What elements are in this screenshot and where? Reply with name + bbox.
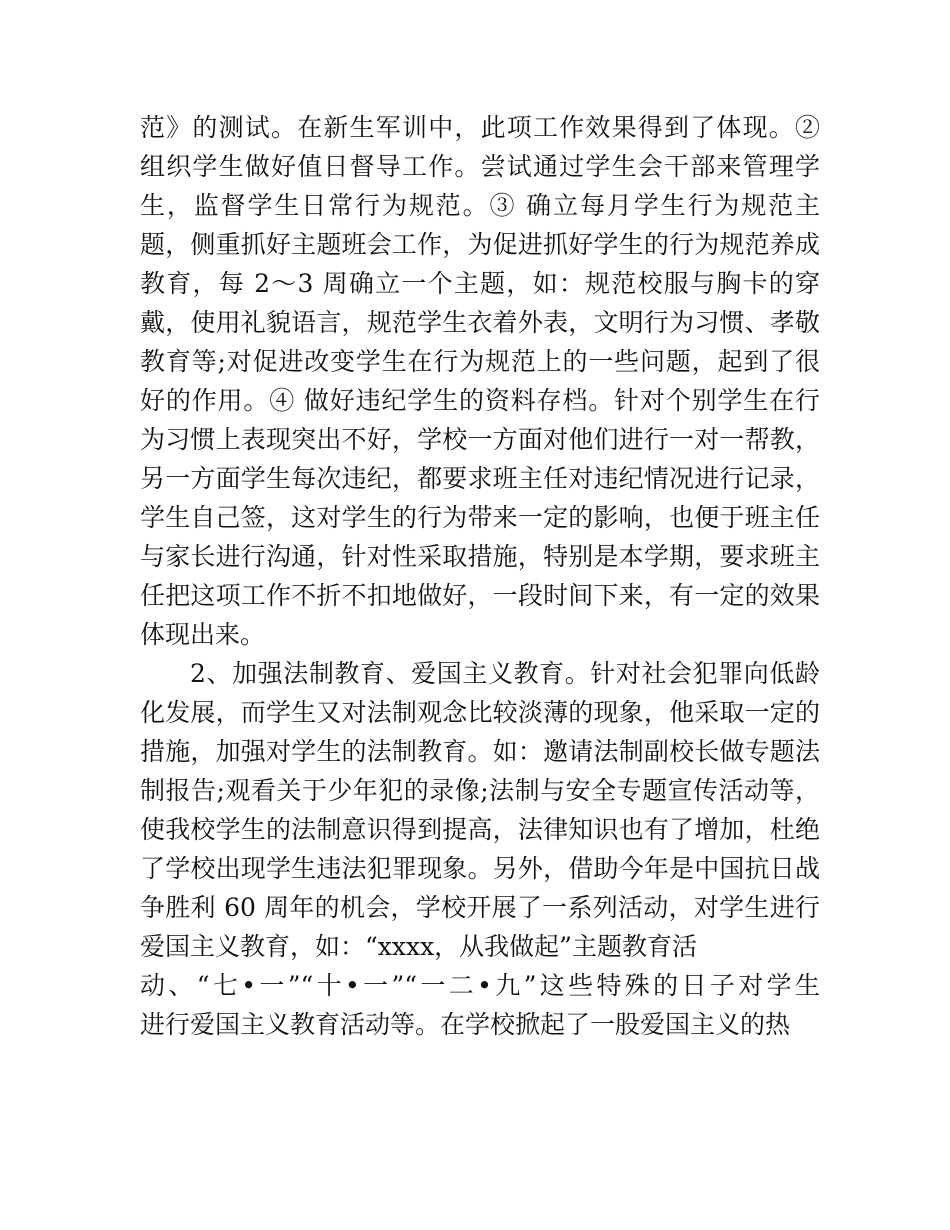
text-line: 戴，使用礼貌语言，规范学生衣着外表，文明行为习惯、孝敬: [140, 308, 820, 337]
text-line: 使我校学生的法制意识得到提高，法律知识也有了增加，杜绝: [140, 815, 820, 844]
text-line: 生，监督学生日常行为规范。③ 确立每月学生行为规范主: [140, 191, 820, 220]
document-body: [140, 108, 820, 1044]
text-line: 与家长进行沟通，针对性采取措施，特别是本学期，要求班主: [140, 542, 820, 571]
text-line: 为习惯上表现突出不好，学校一方面对他们进行一对一帮教，: [140, 425, 820, 454]
text-line: 好的作用。④ 做好违纪学生的资料存档。针对个别学生在行: [140, 386, 820, 415]
text-line: 范》的测试。在新生军训中，此项工作效果得到了体现。②: [140, 113, 820, 142]
text-line: 教育等;对促进改变学生在行为规范上的一些问题，起到了很: [140, 347, 820, 376]
text-line: 体现出来。: [140, 620, 266, 649]
text-line: 化发展，而学生又对法制观念比较淡薄的现象，他采取一定的: [140, 698, 820, 727]
text-line: 题，侧重抓好主题班会工作，为促进抓好学生的行为规范养成: [140, 230, 820, 259]
text-line: 措施，加强对学生的法制教育。如：邀请法制副校长做专题法: [140, 737, 820, 766]
text-line: 学生自己签，这对学生的行为带来一定的影响，也便于班主任: [140, 503, 820, 532]
text-line: 争胜利 60 周年的机会，学校开展了一系列活动，对学生进行: [140, 893, 820, 922]
text-line: 爱国主义教育，如：“xxxx，从我做起”主题教育活: [140, 932, 697, 961]
text-line: 教育，每 2～3 周确立一个主题，如：规范校服与胸卡的穿: [140, 269, 820, 298]
text-line: 制报告;观看关于少年犯的录像;法制与安全专题宣传活动等，: [140, 776, 820, 805]
paragraph-first-line: 2、加强法制教育、爱国主义教育。针对社会犯罪向低龄: [190, 659, 820, 688]
text-line: 另一方面学生每次违纪，都要求班主任对违纪情况进行记录，: [140, 464, 820, 493]
text-line: 进行爱国主义教育活动等。在学校掀起了一股爱国主义的热: [140, 1010, 791, 1039]
text-line: 任把这项工作不折不扣地做好，一段时间下来，有一定的效果: [140, 581, 820, 610]
text-line: 动、“七•一”“十•一”“一二•九”这些特殊的日子对学生: [140, 971, 820, 1000]
text-line: 了学校出现学生违法犯罪现象。另外，借助今年是中国抗日战: [140, 854, 820, 883]
text-line: 组织学生做好值日督导工作。尝试通过学生会干部来管理学: [140, 152, 820, 181]
